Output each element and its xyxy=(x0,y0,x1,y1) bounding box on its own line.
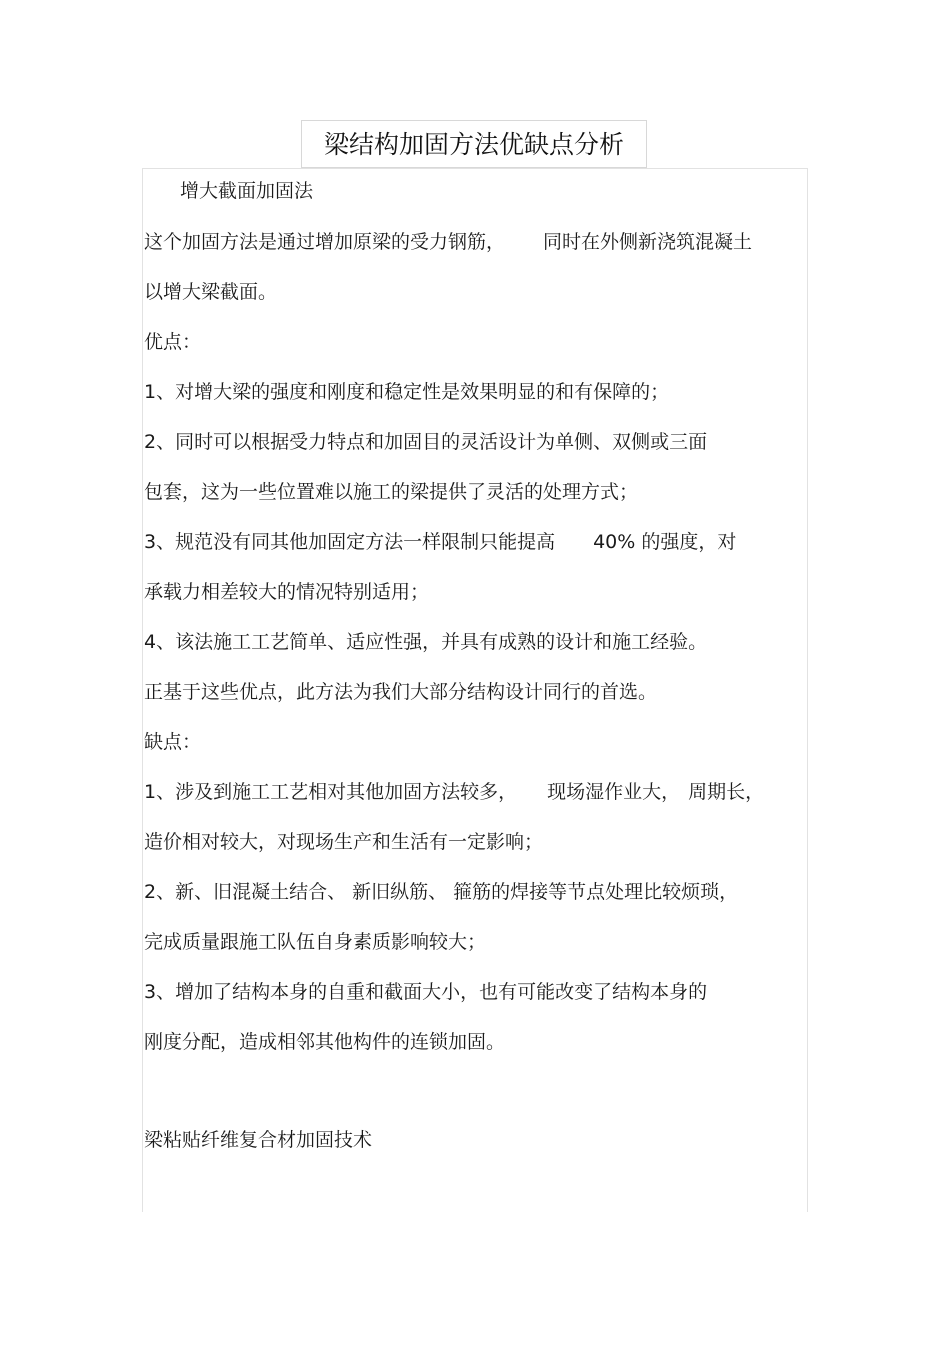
disadvantage-item-1-line-2: 造价相对较大，对现场生产和生活有一定影响； xyxy=(144,831,544,853)
advantage-item-2-line-1: 2、同时可以根据受力特点和加固目的灵活设计为单侧、双侧或三面 xyxy=(144,431,708,453)
disadvantage-2-text-c: 箍筋的焊接等节点处理比较烦琐， xyxy=(453,881,739,903)
advantage-item-2-line-2: 包套，这为一些位置难以施工的梁提供了灵活的处理方式； xyxy=(144,481,639,503)
intro-paragraph-line-1 xyxy=(144,229,752,255)
advantage-item-3-line-2: 承载力相差较大的情况特别适用； xyxy=(144,581,430,603)
intro-text-part-b: 同时在外侧新浇筑混凝土 xyxy=(543,231,753,253)
disadvantage-1-text-a: 1、涉及到施工工艺相对其他加固方法较多， xyxy=(144,781,518,803)
section-heading-frp-reinforcement: 梁粘贴纤维复合材加固技术 xyxy=(144,1129,373,1151)
advantages-label: 优点： xyxy=(144,331,202,353)
disadvantages-label: 缺点： xyxy=(144,731,202,753)
disadvantage-1-text-c: 周期长， xyxy=(688,781,765,803)
advantages-summary: 正基于这些优点，此方法为我们大部分结构设计同行的首选。 xyxy=(144,681,658,703)
disadvantage-1-text-b: 现场湿作业大， xyxy=(547,781,681,803)
disadvantage-item-1-line-1 xyxy=(144,779,764,805)
disadvantage-item-2-line-2: 完成质量跟施工队伍自身素质影响较大； xyxy=(144,931,487,953)
advantage-3-text-a: 3、规范没有同其他加固定方法一样限制只能提高 xyxy=(144,531,556,553)
disadvantage-2-text-b: 新旧纵筋、 xyxy=(352,881,448,903)
document-title: 梁结构加固方法优缺点分析 xyxy=(301,120,647,168)
intro-paragraph-line-2: 以增大梁截面。 xyxy=(144,281,278,303)
disadvantage-item-3-line-2: 刚度分配，造成相邻其他构件的连锁加固。 xyxy=(144,1031,506,1053)
section-heading-enlarged-section: 增大截面加固法 xyxy=(180,180,314,202)
advantage-item-3-line-1 xyxy=(144,529,736,555)
advantage-item-1: 1、对增大梁的强度和刚度和稳定性是效果明显的和有保障的； xyxy=(144,381,670,403)
disadvantage-item-3-line-1: 3、增加了结构本身的自重和截面大小，也有可能改变了结构本身的 xyxy=(144,981,708,1003)
advantage-3-text-b: 40% 的强度，对 xyxy=(593,531,737,553)
disadvantage-item-2-line-1 xyxy=(144,879,738,905)
advantage-item-4: 4、该法施工工艺简单、适应性强，并具有成熟的设计和施工经验。 xyxy=(144,631,708,653)
disadvantage-2-text-a: 2、新、旧混凝土结合、 xyxy=(144,881,347,903)
intro-text-part-a: 这个加固方法是通过增加原梁的受力钢筋， xyxy=(144,231,506,253)
